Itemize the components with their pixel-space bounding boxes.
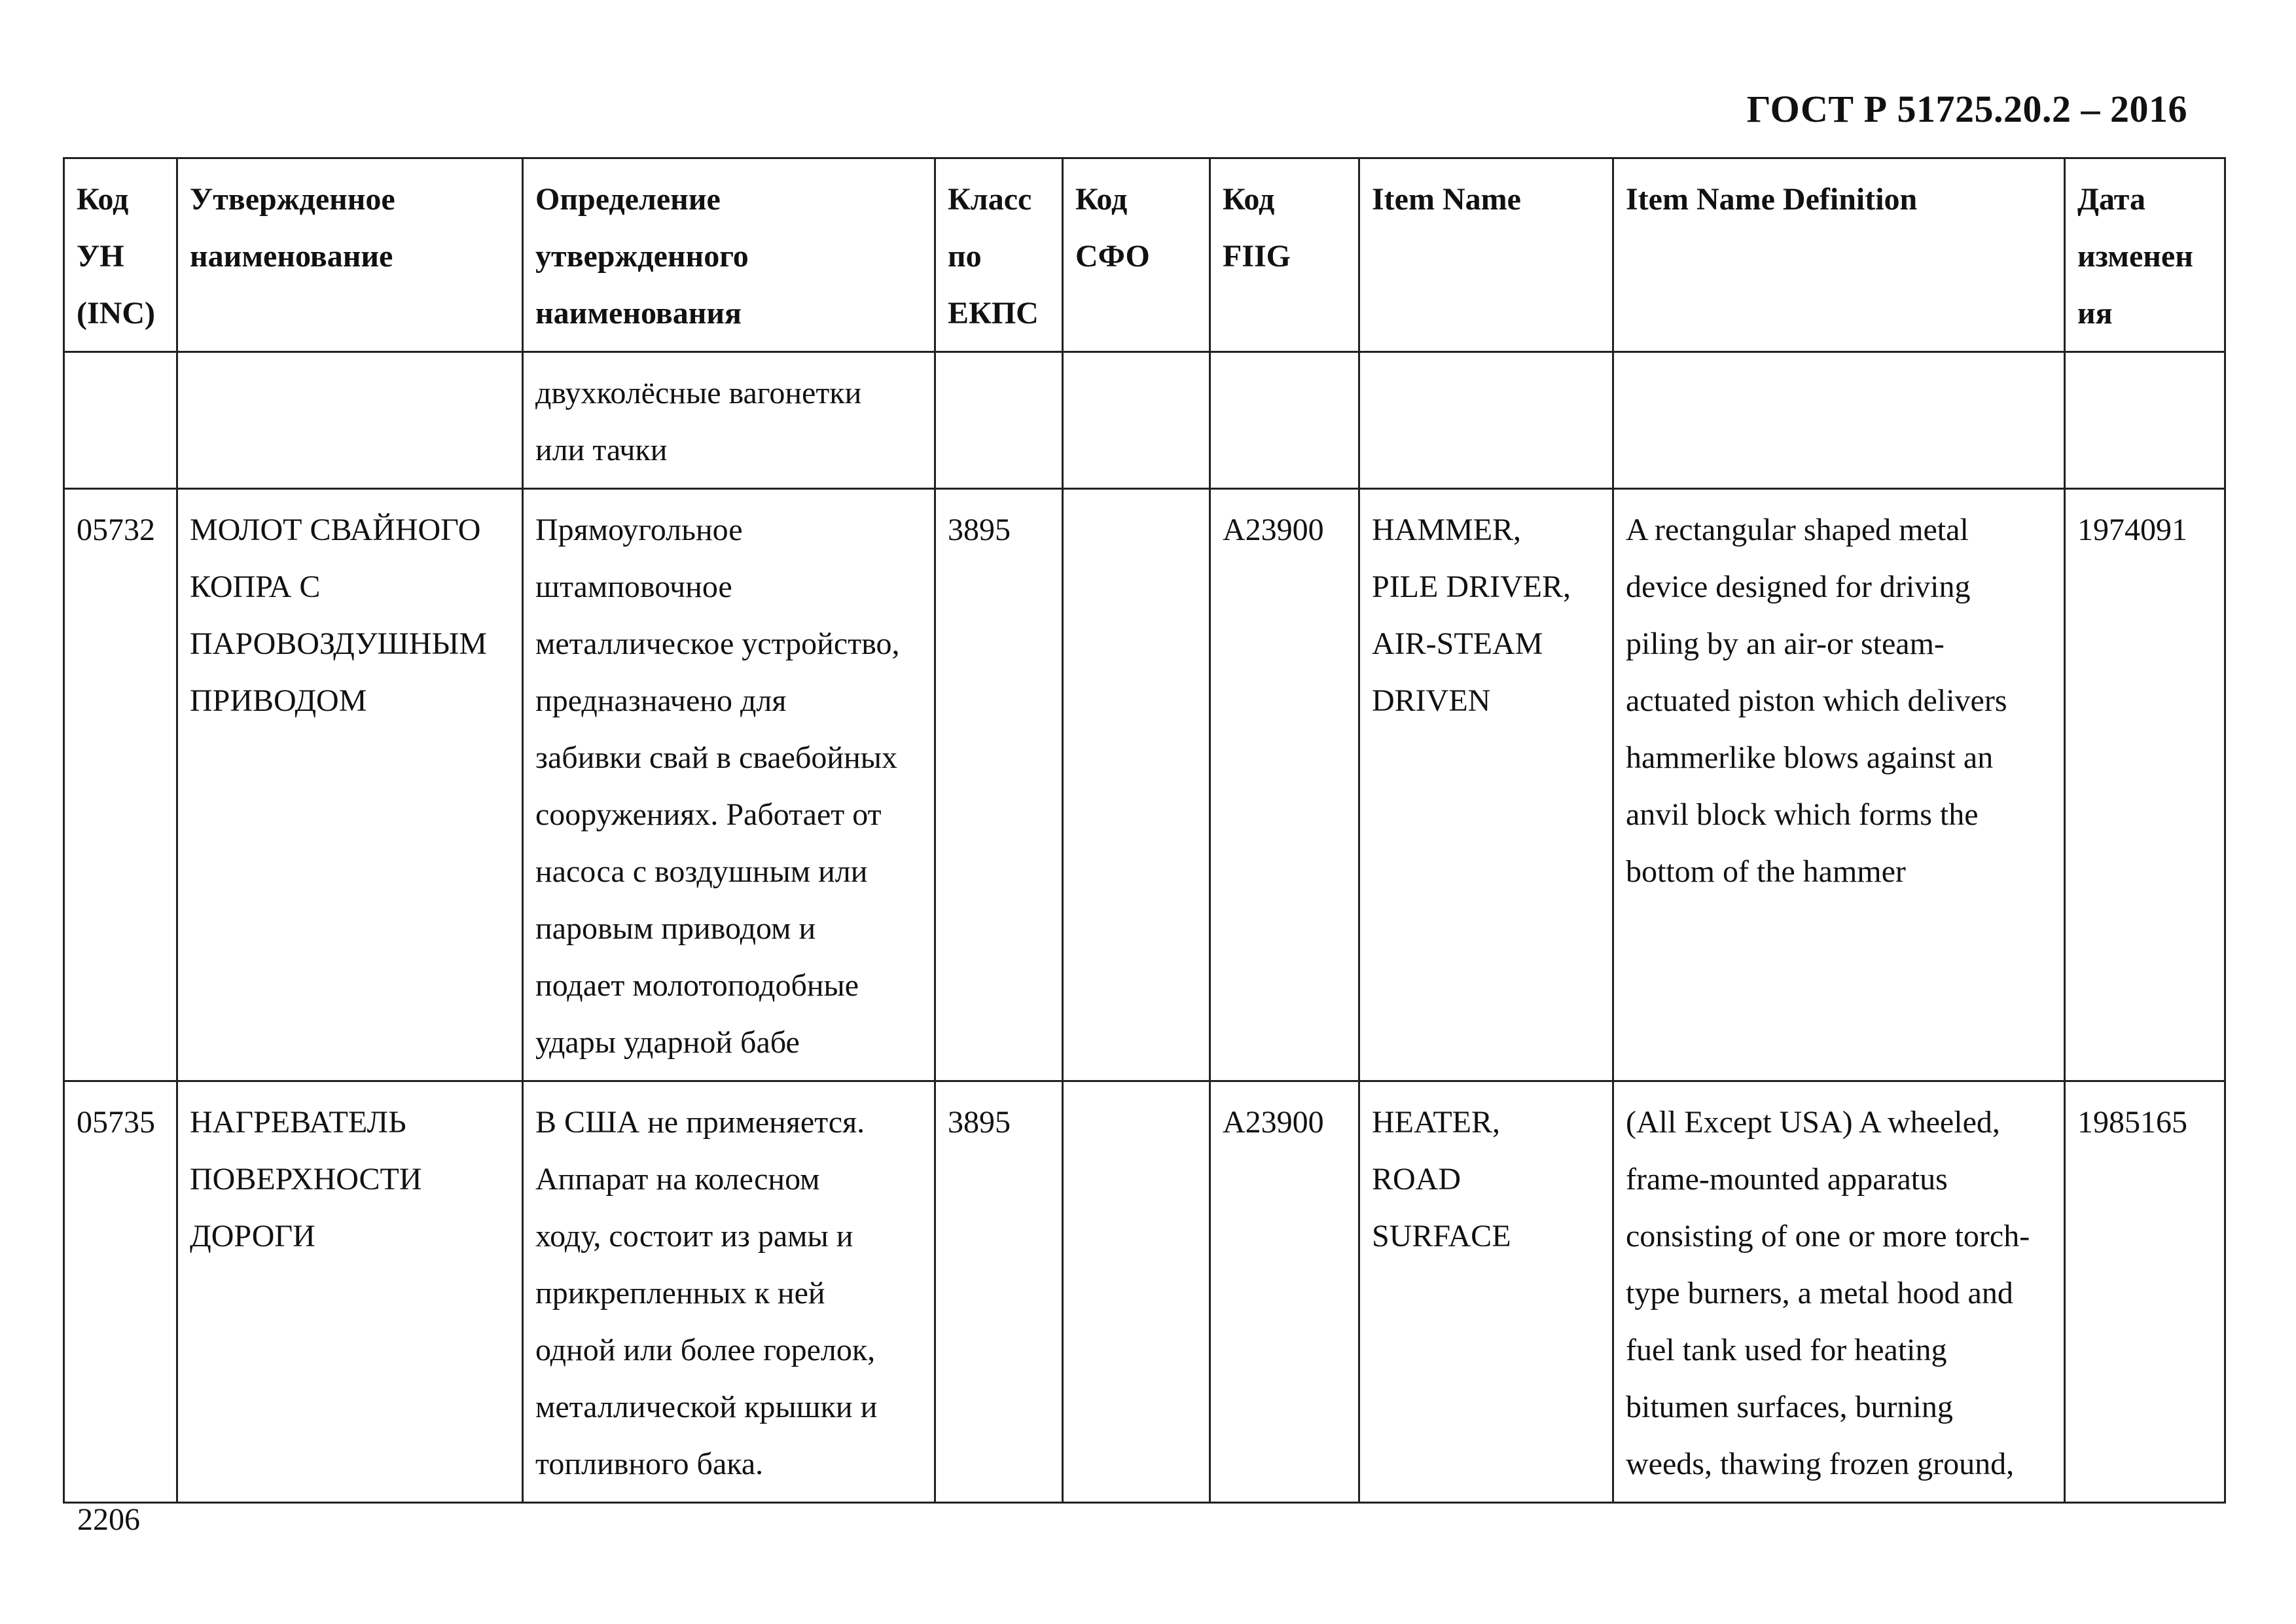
cell-definition: В США не применяется. Аппарат на колесном ходу, состоит из рамы и прикрепленных к ней одной или более горелок, металлической крышки и топливного бака. — [523, 1081, 935, 1503]
cell-sfo — [1063, 1081, 1210, 1503]
header-fiig: Код FIIG — [1210, 158, 1359, 352]
cell-item-name-definition: A rectangular shaped metal device designed for driving piling by an air-or steam- actuated piston which delivers hammerlike blows against an anvil block which forms the bottom of the hammer — [1613, 489, 2065, 1081]
table-row — [64, 489, 2225, 1081]
cell-change-date: 1985165 — [2065, 1081, 2225, 1503]
cell-inc: 05732 — [64, 489, 177, 1081]
header-definition: Определение утвержденного наименования — [523, 158, 935, 352]
cell-item-name: HAMMER, PILE DRIVER, AIR-STEAM DRIVEN — [1359, 489, 1613, 1081]
table-row-continuation — [64, 352, 2225, 489]
header-inc: Код УН (INC) — [64, 158, 177, 352]
header-class: Класс по ЕКПС — [935, 158, 1063, 352]
cell-approved-name — [177, 352, 523, 489]
table-row — [64, 1081, 2225, 1503]
cell-approved-name: НАГРЕВАТЕЛЬ ПОВЕРХНОСТИ ДОРОГИ — [177, 1081, 523, 1503]
header-item-name-definition: Item Name Definition — [1613, 158, 2065, 352]
cell-approved-name: МОЛОТ СВАЙНОГО КОПРА С ПАРОВОЗДУШНЫМ ПРИВОДОМ — [177, 489, 523, 1081]
cell-fiig — [1210, 352, 1359, 489]
header-item-name: Item Name — [1359, 158, 1613, 352]
cell-item-name — [1359, 352, 1613, 489]
cell-item-name-definition — [1613, 352, 2065, 489]
header-approved-name: Утвержденное наименование — [177, 158, 523, 352]
cell-class — [935, 352, 1063, 489]
cell-class: 3895 — [935, 1081, 1063, 1503]
cell-class: 3895 — [935, 489, 1063, 1081]
header-change-date: Дата изменен ия — [2065, 158, 2225, 352]
page-number: 2206 — [77, 1502, 140, 1537]
cell-change-date: 1974091 — [2065, 489, 2225, 1081]
cell-fiig: A23900 — [1210, 1081, 1359, 1503]
cell-sfo — [1063, 489, 1210, 1081]
header-sfo: Код СФО — [1063, 158, 1210, 352]
classification-table — [63, 157, 2226, 1504]
cell-sfo — [1063, 352, 1210, 489]
cell-inc: 05735 — [64, 1081, 177, 1503]
cell-fiig: A23900 — [1210, 489, 1359, 1081]
cell-change-date — [2065, 352, 2225, 489]
cell-item-name: HEATER, ROAD SURFACE — [1359, 1081, 1613, 1503]
cell-inc — [64, 352, 177, 489]
table-header-row — [64, 158, 2225, 352]
cell-definition: двухколёсные вагонетки или тачки — [523, 352, 935, 489]
document-title: ГОСТ Р 51725.20.2 – 2016 — [1746, 88, 2187, 130]
cell-item-name-definition: (All Except USA) A wheeled, frame-mounted apparatus consisting of one or more torch- type burners, a metal hood and fuel tank used for heating bitumen surfaces, burning weeds, thawing frozen ground, — [1613, 1081, 2065, 1503]
cell-definition: Прямоугольное штамповочное металлическое устройство, предназначено для забивки свай в сваебойных сооружениях. Работает от насоса с воздушным или паровым приводом и подает молотоподобные удары ударной бабе — [523, 489, 935, 1081]
